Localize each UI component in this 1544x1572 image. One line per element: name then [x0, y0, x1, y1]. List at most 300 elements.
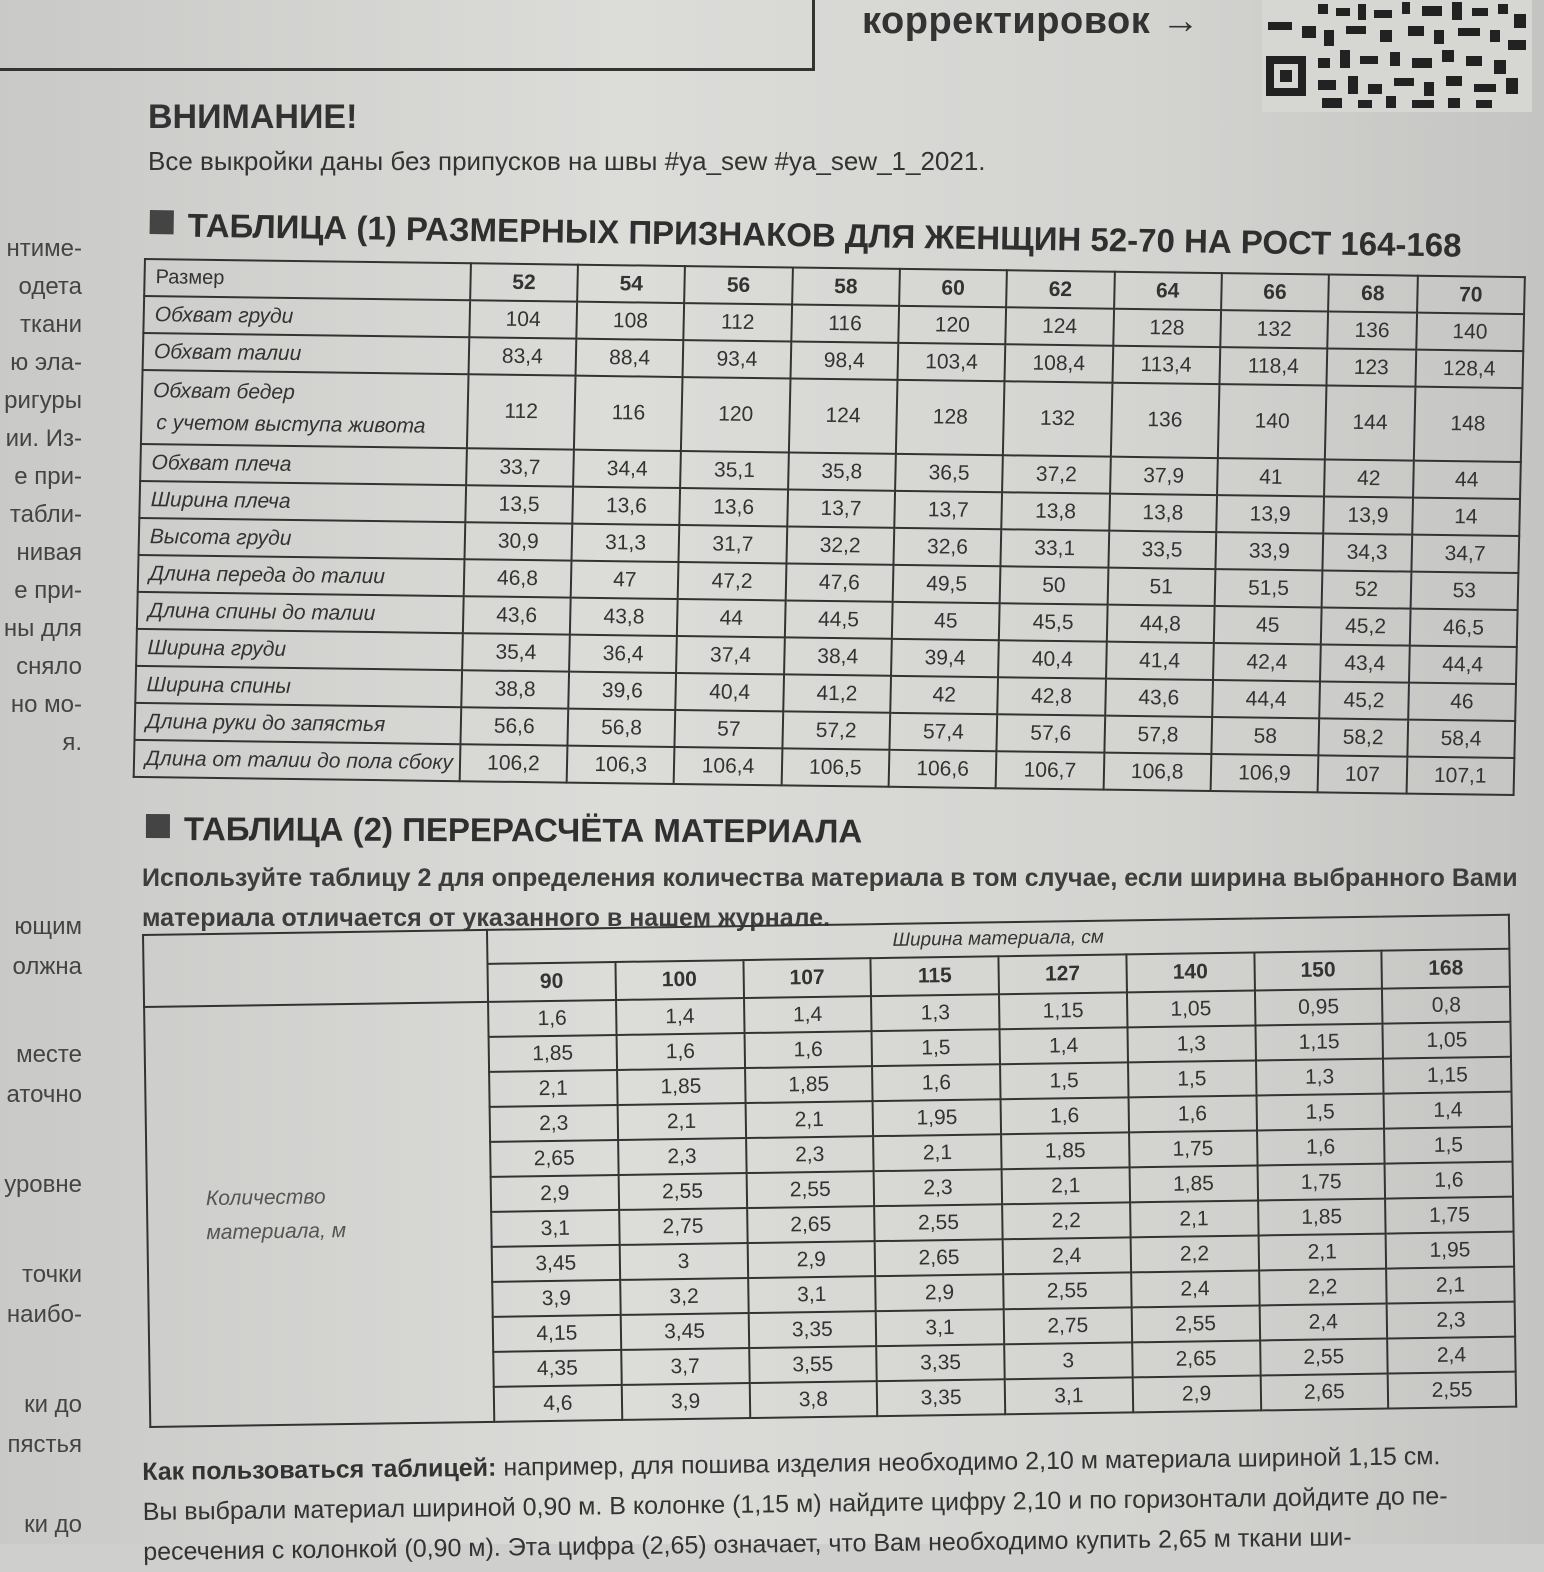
measurement-value: 43,6	[1105, 679, 1213, 717]
margin-line: точки	[22, 1261, 82, 1288]
measurement-value: 120	[898, 306, 1006, 344]
margin-line: табли-	[9, 501, 82, 528]
measurement-value: 43,4	[1320, 644, 1409, 682]
measurement-value: 106,4	[674, 747, 782, 785]
width-caption: Ширина материала, см	[487, 915, 1509, 964]
material-value: 1,4	[744, 996, 872, 1033]
measurement-value: 108,4	[1005, 344, 1113, 382]
measurement-value: 42	[890, 676, 998, 714]
measurement-value: 106,6	[889, 750, 997, 788]
measurement-label-text: Обхват бедер	[152, 379, 296, 404]
material-value: 2,1	[873, 1134, 1001, 1171]
material-value: 1,05	[1383, 1022, 1511, 1059]
measurement-value: 35,4	[462, 633, 570, 671]
material-value: 3,8	[749, 1381, 877, 1418]
margin-line: нтиме-	[6, 235, 82, 262]
size-header: 62	[1006, 270, 1114, 308]
qr-code-icon	[1262, 0, 1532, 112]
material-value: 2,65	[875, 1239, 1003, 1276]
measurement-value: 33,5	[1108, 531, 1216, 569]
material-value: 1,75	[1385, 1197, 1513, 1234]
material-value: 1,85	[617, 1068, 745, 1105]
material-value: 2,65	[1260, 1374, 1388, 1411]
measurement-value: 13,6	[572, 487, 680, 525]
material-amount-label	[144, 1002, 494, 1427]
measurement-value: 36,4	[569, 635, 677, 673]
measurement-value: 128	[896, 380, 1005, 455]
material-value: 1,5	[872, 1029, 1000, 1066]
material-value: 1,5	[1128, 1060, 1256, 1097]
measurement-value: 13,9	[1216, 495, 1324, 533]
width-header: 127	[998, 954, 1126, 994]
material-value: 3,35	[876, 1344, 1004, 1381]
measurement-value: 136	[1110, 383, 1219, 458]
measurement-value: 34,7	[1411, 535, 1519, 573]
measurement-value: 58,4	[1407, 720, 1515, 758]
material-value: 2,1	[489, 1070, 617, 1107]
material-value: 3,1	[1005, 1377, 1133, 1414]
material-value: 1,6	[1257, 1129, 1385, 1166]
measurement-label-text: Ширина плеча	[150, 487, 291, 513]
measurement-value: 88,4	[576, 339, 684, 377]
margin-line: олжна	[12, 953, 82, 980]
measurement-value: 47,2	[678, 562, 786, 600]
material-value: 2,1	[1130, 1200, 1258, 1237]
measurement-label-text: Обхват талии	[153, 339, 302, 365]
measurement-value: 45,5	[999, 603, 1107, 641]
measurement-value: 83,4	[468, 337, 576, 375]
measurement-value: 124	[789, 378, 898, 453]
measurement-value: 116	[574, 376, 683, 451]
margin-line: месте	[16, 1041, 82, 1068]
measurement-value: 37,2	[1002, 455, 1110, 493]
measurement-value: 51,5	[1214, 569, 1322, 607]
material-value: 1,85	[1001, 1132, 1129, 1169]
margin-line: ки до	[24, 1391, 82, 1418]
measurement-label	[135, 666, 462, 707]
measurement-value: 106,7	[996, 751, 1104, 789]
material-value: 1,3	[871, 994, 999, 1031]
material-value: 3,1	[491, 1210, 619, 1247]
size-header: 60	[899, 269, 1007, 307]
measurement-value: 44	[677, 599, 785, 637]
measurement-value: 116	[791, 304, 899, 342]
measurement-value: 38,4	[784, 637, 892, 675]
size-header: 58	[792, 267, 900, 305]
measurement-value: 13,8	[1002, 492, 1110, 530]
measurement-value: 39,4	[891, 639, 999, 677]
measurement-value: 14	[1412, 498, 1520, 536]
measurement-value: 57,8	[1104, 716, 1212, 754]
measurement-value: 45,2	[1319, 681, 1408, 719]
material-value: 3,45	[620, 1313, 748, 1350]
width-header: 140	[1126, 953, 1254, 993]
measurement-value: 37,9	[1110, 457, 1218, 495]
measurement-value: 57,4	[889, 713, 997, 751]
material-value: 1,05	[1127, 991, 1255, 1028]
material-value: 4,6	[494, 1385, 622, 1422]
material-value: 2,1	[617, 1103, 745, 1140]
material-value: 1,3	[1127, 1025, 1255, 1062]
size-header: 64	[1114, 272, 1222, 310]
measurement-value: 42	[1324, 459, 1413, 497]
margin-line: но мо-	[10, 691, 82, 718]
material-value: 1,85	[489, 1035, 617, 1072]
material-value: 1,6	[488, 1000, 616, 1037]
table-corner-cell	[143, 930, 488, 1007]
measurement-value: 56,8	[568, 709, 676, 747]
measurement-value: 33,7	[466, 448, 574, 486]
measurement-value: 120	[681, 377, 790, 452]
material-value: 0,8	[1382, 987, 1510, 1024]
material-value: 1,6	[872, 1064, 1000, 1101]
size-header: 68	[1328, 275, 1417, 313]
measurement-label-text: Длина от талии до пола сбоку	[144, 746, 454, 774]
material-value: 2,4	[1259, 1304, 1387, 1341]
measurement-label	[134, 703, 461, 744]
material-value: 4,15	[493, 1315, 621, 1352]
material-value: 1,5	[1384, 1127, 1512, 1164]
measurement-label-text: Длина руки до запястья	[145, 709, 386, 736]
measurement-label	[143, 333, 470, 374]
measurement-value: 106,5	[781, 748, 889, 786]
material-value: 1,15	[999, 992, 1127, 1029]
size-label: Размер	[144, 259, 471, 300]
material-value: 1,4	[1000, 1027, 1128, 1064]
measurement-value: 13,7	[787, 489, 895, 527]
measurement-value: 144	[1325, 385, 1415, 460]
material-value: 2,65	[1132, 1340, 1260, 1377]
material-value: 3,2	[620, 1278, 748, 1315]
measurement-value: 37,4	[676, 636, 784, 674]
measurement-value: 98,4	[790, 341, 898, 379]
material-value: 2,1	[1002, 1167, 1130, 1204]
measurement-label	[139, 518, 466, 559]
measurement-label-text: Длина переда до талии	[148, 561, 386, 588]
measurement-value: 113,4	[1112, 346, 1220, 384]
material-value: 1,4	[1384, 1092, 1512, 1129]
measurement-value: 47	[571, 561, 679, 599]
measurement-value: 40,4	[676, 673, 784, 711]
measurement-label-text: Обхват плеча	[151, 450, 292, 476]
material-value: 2,55	[874, 1204, 1002, 1241]
measurement-value: 148	[1413, 387, 1522, 462]
measurement-label	[140, 444, 467, 485]
measurement-value: 40,4	[998, 640, 1106, 678]
margin-line: ткани	[19, 311, 82, 338]
table2-heading	[146, 810, 862, 851]
material-value: 3,35	[877, 1379, 1005, 1416]
material-value: 2,4	[1131, 1270, 1259, 1307]
material-value: 2,9	[875, 1274, 1003, 1311]
measurement-label-text: Ширина груди	[147, 635, 287, 661]
material-value: 2,65	[747, 1206, 875, 1243]
material-value: 2,3	[1387, 1302, 1515, 1339]
measurement-value: 41	[1217, 458, 1325, 496]
margin-line: пястья	[7, 1431, 82, 1458]
measurement-value: 41,2	[783, 674, 891, 712]
table2-title: ТАБЛИЦА (2) ПЕРЕРАСЧЁТА МАТЕРИАЛА	[183, 810, 863, 850]
material-value: 1,85	[1129, 1165, 1257, 1202]
material-value: 2,55	[1131, 1305, 1259, 1342]
material-value: 2,55	[1260, 1339, 1388, 1376]
measurement-value: 34,3	[1323, 533, 1412, 571]
material-value: 1,75	[1257, 1164, 1385, 1201]
width-header: 115	[871, 956, 999, 996]
material-value: 4,35	[493, 1350, 621, 1387]
material-value: 3,45	[492, 1245, 620, 1282]
material-value: 2,9	[1132, 1375, 1260, 1412]
material-value: 2,75	[619, 1208, 747, 1245]
material-amount-label-text: материала, м	[206, 1219, 347, 1245]
material-value: 1,95	[873, 1099, 1001, 1136]
material-value: 3,1	[748, 1276, 876, 1313]
measurement-value: 13,6	[680, 488, 788, 526]
material-value: 2,3	[746, 1136, 874, 1173]
measurement-value: 35,1	[680, 451, 788, 489]
width-header: 90	[487, 962, 615, 1002]
material-value: 1,6	[1128, 1095, 1256, 1132]
measurement-value: 49,5	[893, 565, 1001, 603]
measurement-value: 112	[467, 374, 576, 449]
measurement-value: 44,4	[1409, 646, 1517, 684]
left-margin-text	[0, 230, 82, 762]
measurement-value: 106,8	[1103, 753, 1211, 791]
material-value: 2,75	[1004, 1307, 1132, 1344]
measurement-value: 45,2	[1321, 607, 1410, 645]
measurement-value: 128	[1113, 309, 1221, 347]
measurement-value: 108	[576, 302, 684, 340]
measurement-value: 93,4	[683, 340, 791, 378]
material-value: 2,4	[1003, 1237, 1131, 1274]
attention-title: ВНИМАНИЕ!	[148, 98, 358, 136]
material-value: 0,95	[1254, 989, 1382, 1026]
measurement-value: 136	[1327, 312, 1416, 350]
measurement-value: 33,1	[1001, 529, 1109, 567]
material-value: 1,5	[1000, 1062, 1128, 1099]
square-bullet-icon	[150, 210, 174, 234]
table1-title: ТАБЛИЦА (1) РАЗМЕРНЫХ ПРИЗНАКОВ ДЛЯ ЖЕНЩИН 52-70 НА РОСТ 164-168	[187, 206, 1462, 264]
material-value: 2,2	[1130, 1235, 1258, 1272]
measurement-value: 112	[684, 303, 792, 341]
material-value: 1,5	[1256, 1094, 1384, 1131]
material-value: 1,6	[1385, 1162, 1513, 1199]
how-to-text: например, для пошива изделия необходимо 2,10 м материала шириной 1,15 см.	[496, 1442, 1441, 1482]
margin-line: ки до	[24, 1511, 82, 1538]
measurement-value: 31,3	[572, 524, 680, 562]
measurement-value: 132	[1220, 310, 1328, 348]
measurement-value: 106,3	[567, 746, 675, 784]
measurement-value: 57,2	[782, 711, 890, 749]
measurement-value: 34,4	[573, 450, 681, 488]
material-value: 2,4	[1387, 1337, 1515, 1374]
measurement-value: 41,4	[1106, 642, 1214, 680]
material-value: 2,1	[1258, 1234, 1386, 1271]
measurement-value: 44,4	[1212, 680, 1320, 718]
measurement-value: 128,4	[1415, 350, 1523, 388]
measurement-value: 44,5	[785, 600, 893, 638]
measurement-value: 43,8	[570, 598, 678, 636]
margin-line: нивая	[16, 539, 82, 566]
material-value: 3,1	[876, 1309, 1004, 1346]
measurement-label	[137, 592, 464, 633]
measurement-value: 35,8	[788, 452, 896, 490]
material-value: 2,9	[747, 1241, 875, 1278]
how-to-line: ресечения с колонкой (0,90 м). Эта цифра (2,65) означает, что Вам необходимо купить 2,65 м ткани ши-	[143, 1523, 1352, 1566]
measurement-value: 57	[675, 710, 783, 748]
margin-line: наибо-	[6, 1301, 82, 1328]
margin-line: е при-	[14, 463, 82, 490]
material-value: 2,1	[745, 1101, 873, 1138]
how-to-label: Как пользоваться таблицей:	[142, 1453, 497, 1486]
measurement-value: 58	[1211, 717, 1319, 755]
measurement-label-text: Ширина спины	[146, 672, 292, 698]
size-header: 70	[1417, 276, 1525, 314]
measurement-value: 140	[1416, 313, 1524, 351]
material-value: 2,55	[1388, 1372, 1516, 1409]
material-amount-label-text: Количество	[205, 1185, 326, 1211]
how-to-line: Вы выбрали материал шириной 0,90 м. В колонке (1,15 м) найдите цифру 2,10 и по горизонтали дойдите до пе-	[142, 1482, 1448, 1526]
margin-line: ны для	[3, 615, 82, 642]
material-value: 2,1	[1386, 1267, 1514, 1304]
measurement-value: 45	[1214, 606, 1322, 644]
measurement-value: 50	[1000, 566, 1108, 604]
measurement-value: 44	[1413, 461, 1521, 499]
measurement-value: 103,4	[897, 343, 1005, 381]
measurement-label	[139, 481, 466, 522]
material-value: 3,7	[621, 1348, 749, 1385]
margin-line: ригуры	[4, 387, 82, 414]
measurement-label-text: Длина спины до талии	[148, 598, 376, 625]
measurement-value: 39,6	[568, 672, 676, 710]
measurement-label	[143, 296, 470, 337]
material-value: 2,55	[746, 1171, 874, 1208]
material-value: 2,3	[490, 1105, 618, 1142]
measurement-value: 30,9	[464, 522, 572, 560]
measurement-value: 106,9	[1210, 754, 1318, 792]
measurement-value: 44,8	[1106, 605, 1214, 643]
measurement-value: 53	[1410, 572, 1518, 610]
measurement-value: 45	[892, 602, 1000, 640]
measurement-value: 42,4	[1213, 643, 1321, 681]
measurement-value: 46,8	[463, 559, 571, 597]
material-value: 1,85	[745, 1066, 873, 1103]
measurement-value: 13,7	[894, 491, 1002, 529]
measurement-label	[136, 629, 463, 670]
measurement-value: 42,8	[997, 677, 1105, 715]
margin-line: е при-	[14, 577, 82, 604]
material-value: 2,55	[1003, 1272, 1131, 1309]
width-header: 107	[743, 958, 871, 998]
margin-line: я.	[62, 729, 82, 756]
material-value: 3	[619, 1243, 747, 1280]
size-header: 54	[577, 265, 685, 303]
measurement-label-text: Высота груди	[149, 524, 292, 550]
table1-heading	[149, 206, 1461, 265]
measurement-value: 43,6	[463, 596, 571, 634]
material-recalc-table	[142, 914, 1517, 1428]
measurement-value: 123	[1327, 348, 1416, 386]
material-value: 3,55	[749, 1346, 877, 1383]
material-value: 1,6	[744, 1031, 872, 1068]
measurement-label-text: Обхват груди	[154, 302, 294, 328]
material-value: 1,75	[1129, 1130, 1257, 1167]
width-header: 150	[1254, 951, 1382, 991]
measurement-value: 124	[1006, 307, 1114, 345]
measurement-value: 33,9	[1215, 532, 1323, 570]
measurement-value: 132	[1003, 381, 1112, 456]
measurement-value: 32,2	[786, 526, 894, 564]
material-value: 1,95	[1386, 1232, 1514, 1269]
measurement-value: 107,1	[1406, 757, 1514, 795]
margin-line: одета	[18, 273, 82, 300]
measurement-label-text: с учетом выступа живота	[156, 411, 426, 438]
measurement-label	[141, 370, 468, 448]
material-value: 3,9	[492, 1280, 620, 1317]
measurement-value: 118,4	[1219, 347, 1327, 385]
material-value: 1,15	[1255, 1024, 1383, 1061]
material-value: 1,6	[1001, 1097, 1129, 1134]
square-bullet-icon	[146, 814, 170, 838]
table2-description: Используйте таблицу 2 для определения количества материала в том случае, если ширина выбранного Вами материала отличается от указанного в нашем журнале.	[142, 864, 1518, 932]
measurement-value: 46	[1408, 683, 1516, 721]
measurement-value: 107	[1318, 755, 1407, 793]
material-value: 3,9	[621, 1383, 749, 1420]
measurement-value: 106,2	[459, 744, 567, 782]
measurement-value: 31,7	[679, 525, 787, 563]
measurement-value: 47,6	[785, 563, 893, 601]
margin-line: сняло	[16, 653, 82, 680]
width-header: 168	[1382, 949, 1510, 989]
material-value: 1,4	[616, 998, 744, 1035]
measurement-value: 104	[469, 300, 577, 338]
material-value: 1,6	[616, 1033, 744, 1070]
measurement-value: 46,5	[1409, 609, 1517, 647]
material-value: 2,2	[1002, 1202, 1130, 1239]
measurement-value: 13,9	[1323, 496, 1412, 534]
top-frame-box	[0, 0, 815, 71]
material-value: 1,15	[1383, 1057, 1511, 1094]
measurement-value: 58,2	[1319, 718, 1408, 756]
measurement-value: 36,5	[895, 454, 1003, 492]
size-header: 56	[684, 266, 792, 304]
material-value: 2,3	[874, 1169, 1002, 1206]
measurement-value: 57,6	[997, 714, 1105, 752]
attention-text: Все выкройки даны без припусков на швы #ya_sew #ya_sew_1_2021.	[148, 146, 986, 176]
material-value: 2,3	[618, 1138, 746, 1175]
material-value: 1,85	[1258, 1199, 1386, 1236]
size-measurements-table	[133, 258, 1526, 796]
margin-line: уровне	[4, 1171, 82, 1198]
material-value: 2,2	[1259, 1269, 1387, 1306]
measurement-value: 13,5	[465, 485, 573, 523]
measurement-label	[138, 555, 465, 596]
how-to-use-text	[142, 1435, 1543, 1572]
material-value: 3	[1004, 1342, 1132, 1379]
corrections-link: корректировок →	[862, 0, 1200, 42]
measurement-value: 51	[1107, 568, 1215, 606]
margin-line: ии. Из-	[5, 425, 82, 452]
material-value: 2,65	[490, 1140, 618, 1177]
measurement-value: 13,8	[1109, 494, 1217, 532]
size-header: 66	[1221, 273, 1329, 311]
material-value: 3,35	[748, 1311, 876, 1348]
width-header: 100	[615, 960, 743, 1000]
margin-line: аточно	[6, 1081, 82, 1108]
size-header: 52	[470, 263, 578, 301]
measurement-value: 32,6	[893, 528, 1001, 566]
measurement-value: 38,8	[461, 670, 569, 708]
